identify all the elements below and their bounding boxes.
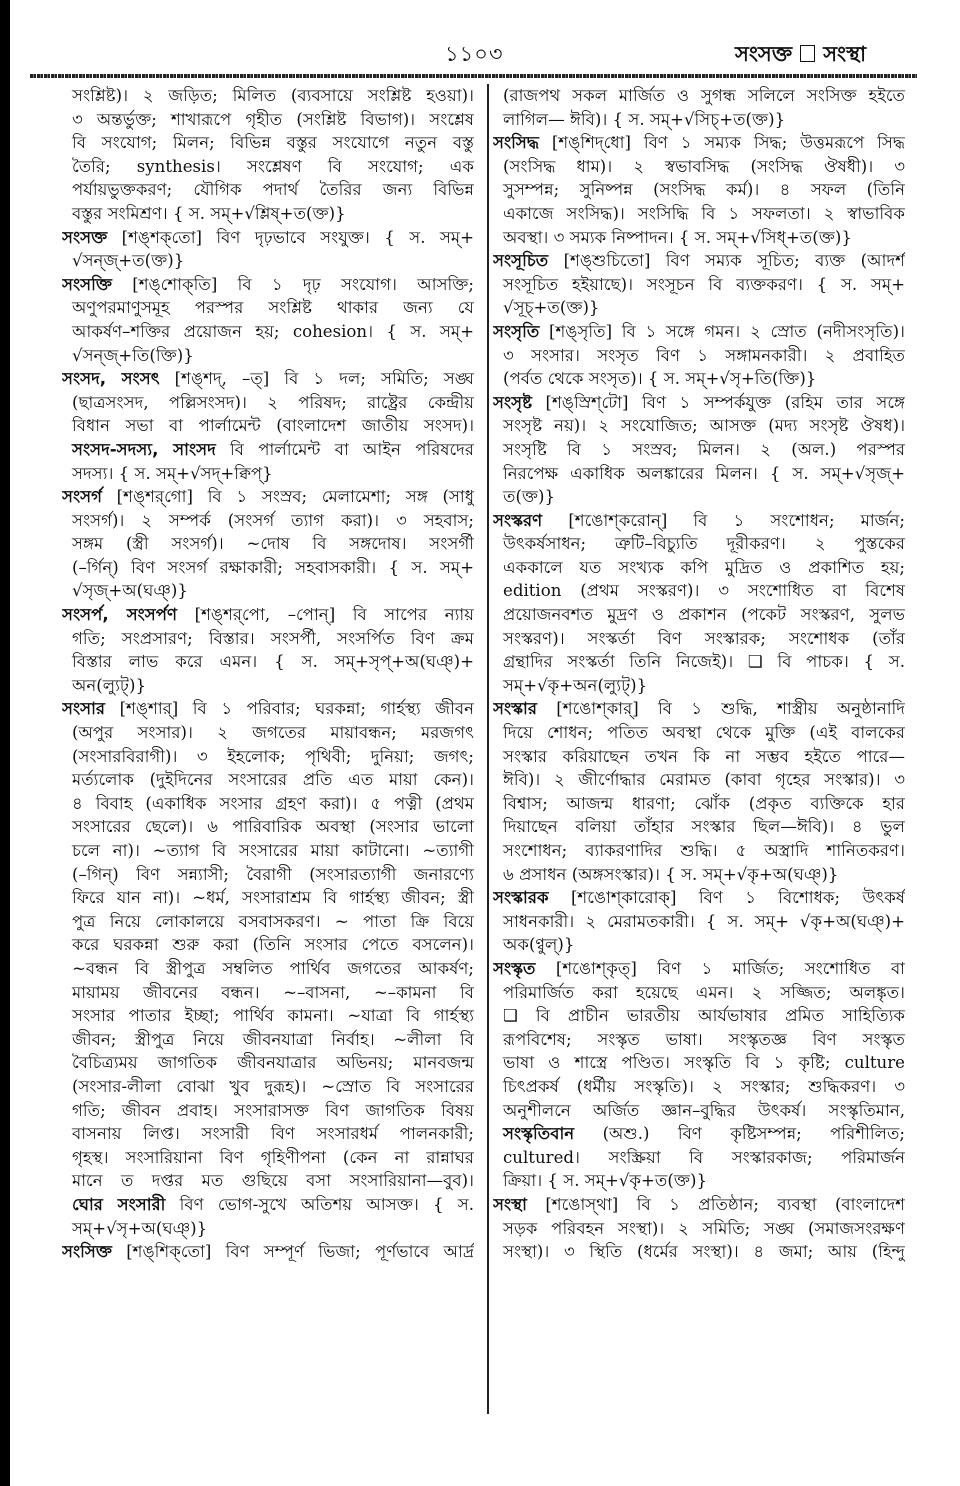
dictionary-text-line: করে ঘরকন্না শুরু করা (তিনি সংসার পেতে বসলেন)। bbox=[72, 935, 474, 955]
page-number: ১১০৩ bbox=[445, 42, 504, 66]
definition-text: [শঙোশ্‌কার্‌] বি ১ শুদ্ধি, শাস্ত্রীয় অনুষ্ঠানাদি bbox=[537, 699, 905, 719]
dictionary-text-line: √সন্‌জ্‌+ত(ক্ত)} bbox=[72, 251, 185, 271]
dictionary-text-line: √সন্‌জ্‌+তি(ক্তি)} bbox=[72, 345, 194, 365]
guide-word-first: সংসক্ত bbox=[735, 41, 793, 66]
dictionary-text-line: সংস্থা)। ৩ স্থিতি (ধর্মের সংস্থা)। ৪ জমা; আয় (হিন্দু bbox=[503, 1242, 905, 1262]
headword: ঘোর সংসারী bbox=[72, 1194, 166, 1214]
dictionary-text-line: সংশোধন; ব্যাকরণাদির শুদ্ধি। ৫ অস্ত্রাদি শানিতকরণ। bbox=[503, 841, 905, 860]
dictionary-text-line: (সংসারবিরাগী)। ৩ ইহলোক; পৃথিবী; দুনিয়া; জগৎ; bbox=[72, 746, 474, 766]
definition-text: [শঙ্‌শোক্‌তি] বি ১ দৃঢ় সংযোগ। আসক্তি; bbox=[111, 274, 474, 294]
dictionary-text-line: লাগিল— ঈবি)। { স. সম্‌+√সিচ্‌+ত(ক্ত)} bbox=[503, 109, 786, 129]
definition-text: বি পার্লামেন্ট বা আইন পরিষদের bbox=[215, 439, 474, 459]
headword: সংসদ, সংসৎ bbox=[62, 369, 160, 389]
dictionary-text-line: সংসর্গ)। ২ সম্পর্ক (সংসর্গ ত্যাগ করা)। ৩ সহবাস; bbox=[72, 510, 474, 530]
dictionary-text-line: (অপুর সংসার)। ২ জগতের মায়াবন্ধন; মরজগৎ bbox=[72, 723, 474, 743]
dictionary-text-line: বাসনায় লিপ্ত। সংসারী বিণ সংসারধর্ম পালনকারী; bbox=[72, 1124, 474, 1144]
dictionary-text-line: পুত্র নিয়ে লোকালয়ে বসবাসকরণ। ~ পাতা ক্রি বিয়ে bbox=[72, 911, 474, 931]
dictionary-text-line: সম্‌+√সৃ+অ(ঘঞ্‌)} bbox=[72, 1218, 208, 1238]
dictionary-text-line: রূপবিশেষ; সংস্কৃত ভাষা। সংস্কৃতজ্ঞ বিণ সংস্কৃত bbox=[503, 1029, 905, 1049]
definition-text: [শঙোশ্‌কারোক্‌] বিণ ১ বিশোধক; উৎকর্ষ bbox=[548, 888, 905, 908]
dictionary-entry-headline bbox=[62, 273, 474, 297]
guide-words bbox=[735, 38, 866, 73]
dictionary-text-line: ❏ বি প্রাচীন ভারতীয় আর্যভাষার প্রমিত সাহিত্যিক bbox=[503, 1006, 905, 1026]
dictionary-text-line: চলে না)। ~ত্যাগ বি সংসারের মায়া কাটানো। ~ত্যাগী bbox=[72, 841, 474, 860]
headword: সংসূচিত bbox=[493, 251, 549, 271]
headword: সংসক্তি bbox=[62, 274, 112, 294]
dictionary-text-line: অক(ণ্বুল্‌)} bbox=[503, 935, 575, 955]
dictionary-text-line: √সূচ্‌+ত(ক্ত)} bbox=[503, 298, 600, 318]
dictionary-text-line: পরিমার্জিত করা হয়েছে এমন। ২ সজ্জিত; অলঙ্কৃত। bbox=[503, 982, 905, 1002]
guide-separator-box-icon bbox=[800, 45, 815, 62]
dictionary-text-line: বি সংযোগ; মিলন; বিভিন্ন বস্তুর সংযোগে নতুন বস্তু bbox=[72, 133, 474, 153]
dictionary-text-line: (ছাত্রসংসদ, পল্লিসংসদ)। ২ পরিষদ; রাষ্ট্রের কেন্দ্রীয় bbox=[72, 392, 474, 412]
definition-text: বিণ ভোগ-সুখে অতিশয় আসক্ত। { স. bbox=[165, 1194, 474, 1214]
dictionary-entry-headline bbox=[62, 485, 474, 509]
definition-text: [শঙ্‌শিদ্‌ধো] বিণ ১ সম্যক সিদ্ধ; উত্তমরূপে সিদ্ধ bbox=[538, 133, 905, 153]
dictionary-entry-headline bbox=[493, 509, 905, 533]
dictionary-text-line: উৎকর্ষসাধন; ত্রুটি–বিচ্যুতি দূরীকরণ। ২ পুস্তকের bbox=[503, 534, 905, 554]
dictionary-text-line: বস্তুর সংমিশ্রণ। { স. সম্‌+√শ্লিষ্‌+ত(ক্ত)} bbox=[72, 203, 346, 223]
dictionary-text-line: ফিরে যান না)। ~ধর্ম, সংসারাশ্রম বি গার্হস্থ্য জীবন; স্ত্রী bbox=[72, 888, 474, 908]
headword: সংসৃতি bbox=[493, 321, 540, 341]
dictionary-text-line: প্রয়োজনবশত মুদ্রণ ও প্রকাশন (পকেট সংস্করণ, সুলভ bbox=[503, 605, 905, 625]
headword: সংসর্গ bbox=[62, 487, 102, 507]
headword: সংস্করণ bbox=[493, 510, 543, 530]
dictionary-text-line: ৪ বিবাহ (একাধিক সংসার গ্রহণ করা)। ৫ পত্নী (প্রথম bbox=[72, 793, 474, 813]
dictionary-text-line: বিশ্বাস; আজন্ম ধারণা; ঝোঁক (প্রকৃত ব্যক্তিকে হার bbox=[503, 793, 905, 813]
dictionary-text-line: সম্‌+√কৃ+অন(ল্যুট্‌)} bbox=[503, 675, 648, 695]
dictionary-text-line: ত(ক্ত)} bbox=[503, 487, 556, 507]
dictionary-text-line: জীবন; স্ত্রীপুত্র নিয়ে জীবনযাত্রা নির্বাহ। ~লীলা বি bbox=[72, 1029, 474, 1049]
dictionary-entry-headline bbox=[493, 697, 905, 721]
dictionary-text-line: পর্যায়ভুক্তকরণ; যৌগিক পদার্থ তৈরির জন্য বিভিন্ন bbox=[72, 180, 474, 200]
headword: সংসিদ্ধ bbox=[493, 133, 539, 153]
dictionary-text-line: গৃহস্থ। সংসারিয়ানা বিণ গৃহিণীপনা (কেন না রান্নাঘর bbox=[72, 1147, 474, 1167]
definition-text: [শঙ্‌শিক্‌তো] বিণ সম্পূর্ণ ভিজা; পূর্ণভাবে আর্দ্র bbox=[111, 1242, 474, 1262]
definition-text: [শঙোশ্‌কৃত্‌] বিণ ১ মার্জিত; সংশোধিত বা bbox=[535, 958, 905, 978]
dictionary-text-line: সংসূচিত হইয়াছে)। সংসূচন বি ব্যক্তকরণ। { স. সম্‌+ bbox=[503, 274, 905, 294]
headword: সংস্কৃতিবান bbox=[503, 1124, 575, 1144]
dictionary-text-line: মানে ত দপ্তর মত গুছিয়ে বসা সংসারিয়ানা—বুব)। bbox=[72, 1171, 474, 1191]
dictionary-entry-headline bbox=[493, 957, 905, 981]
dictionary-text-line: গ্রন্থাদির সংস্কর্তা তিনি নিজেই)। ❏ বি পাচক। { স. bbox=[503, 652, 905, 672]
headword: সংসদ-সদস্য, সাংসদ bbox=[72, 439, 216, 459]
headword: সংস্কারক bbox=[493, 888, 549, 908]
dictionary-text-line: সদস্য। { স. সম্‌+√সদ্‌+ক্বিপ্‌} bbox=[72, 463, 273, 483]
column-divider bbox=[487, 84, 489, 1414]
dictionary-text-line: (রাজপথ সকল মার্জিত ও সুগন্ধ সলিলে সংসিক্ত হইতে bbox=[503, 86, 905, 105]
dictionary-text-line: √সৃজ্‌+অ(ঘঞ্‌)} bbox=[72, 581, 188, 601]
dictionary-text-line: তৈরি; synthesis। সংশ্লেষণ বি সংযোগ; এক bbox=[72, 156, 474, 176]
definition-text: (অশু.) বিণ কৃষ্টিসম্পন্ন; পরিশীলিত; bbox=[574, 1124, 905, 1144]
dictionary-text-line: (সংসিদ্ধ ধাম)। ২ স্বভাবসিদ্ধ (সংসিদ্ধ ঔষধী)। ৩ bbox=[503, 156, 905, 176]
left-column bbox=[62, 84, 474, 1264]
dictionary-entry-headline bbox=[493, 391, 905, 415]
dictionary-text-line: সংসৃষ্ট নয়)। ২ সংযোজিত; আসক্ত (মদ্য সংসৃষ্ট ঔষধ)। bbox=[503, 416, 905, 436]
dictionary-text-line: ভাষা ও শাস্ত্রে পণ্ডিত। সংস্কৃতি বি ১ কৃষ্টি; culture bbox=[503, 1053, 905, 1073]
dictionary-text-line: এককালে যত সংখ্যক কপি মুদ্রিত ও প্রকাশিত হয়; bbox=[503, 557, 905, 577]
dictionary-entry-headline bbox=[62, 367, 474, 391]
dictionary-text-line: edition (প্রথম সংস্করণ)। ৩ সংশোধিত বা বিশেষ bbox=[503, 581, 905, 601]
dictionary-entry-headline bbox=[493, 249, 905, 273]
dictionary-text-line: সঙ্গম (স্ত্রী সংসর্গ)। ~দোষ বি সঙ্গদোষ। সংসর্গী bbox=[72, 534, 474, 554]
dictionary-text-line: একাজে সংসিদ্ধ)। সংসিদ্ধি বি ১ সফলতা। ২ স্বাভাবিক bbox=[503, 203, 905, 223]
dictionary-text-line: ~বন্ধন বি স্ত্রীপুত্র সম্বলিত পার্থিব জগতের আকর্ষণ; bbox=[72, 958, 474, 978]
dictionary-text-line: সংসার পাতার ইচ্ছা; পার্থিব কামনা। ~যাত্রা বি গার্হস্থ্য bbox=[72, 1006, 474, 1026]
dictionary-text-line: ক্রিয়া। { স. সম্‌+√কৃ+ত(ক্ত)} bbox=[503, 1171, 708, 1191]
dictionary-entry-headline bbox=[62, 603, 474, 627]
definition-text: [শঙ্‌শর্‌পো, –পোন্‌] বি সাপের ন্যায় bbox=[177, 605, 474, 625]
guide-word-last: সংস্থা bbox=[823, 41, 867, 66]
headword: সংস্থা bbox=[493, 1194, 527, 1214]
dictionary-text-line: বিস্তার লাভ করে এমন। { স. সম্‌+সৃপ্‌+অ(ঘঞ্‌)+ bbox=[72, 652, 474, 672]
headword: সংস্কার bbox=[493, 699, 537, 719]
dictionary-text-line: সংসৃষ্টি বি ১ সংস্রব; মিলন। ২ (অল.) পরস্পর bbox=[503, 439, 905, 459]
dictionary-text-line: চিৎপ্রকর্ষ (ধর্মীয় সংস্কৃতি)। ২ সংস্কার; শুদ্ধিকরণ। ৩ bbox=[503, 1076, 905, 1096]
dictionary-text-line: অণুপরমাণুসমূহ পরস্পর সংশ্লিষ্ট থাকার জন্য যে bbox=[72, 298, 474, 318]
dictionary-text-line: (–র্গিন্‌) বিণ সংসর্গ রক্ষাকারী; সহবাসকারী। { স. সম্‌+ bbox=[72, 557, 474, 577]
dictionary-text-line: দিয়াছেন বলিয়া তাঁহার সংস্কার ছিল—ঈবি)। ৪ ভুল bbox=[503, 817, 905, 837]
dictionary-text-line: (পর্বত থেকে সংসৃত)। { স. সম্‌+√সৃ+তি(ক্তি)} bbox=[503, 369, 817, 389]
dictionary-entry-headline bbox=[493, 886, 905, 910]
dictionary-text-line: সড়ক পরিবহন সংস্থা)। ২ সমিতি; সঙ্ঘ (সমাজসংরক্ষণ bbox=[503, 1218, 905, 1238]
dictionary-text-line: বিধান সভা বা পার্লামেন্ট (বাংলাদেশ জাতীয় সংসদ)। bbox=[72, 416, 474, 436]
dictionary-entry-headline bbox=[62, 697, 474, 721]
dictionary-entry-headline bbox=[62, 1193, 474, 1217]
dictionary-text-line: সংস্করণ)। সংস্কর্তা বিণ সংস্কারক; সংশোধক (তাঁর bbox=[503, 628, 905, 648]
headword: সংস্কৃত bbox=[493, 958, 536, 978]
dictionary-entry-headline bbox=[493, 131, 905, 155]
definition-text: [শঙ্‌স্রিশ্‌টো] বিণ ১ সম্পর্কযুক্ত (রহিম তার সঙ্গে bbox=[532, 392, 905, 412]
headword: সংসৃষ্ট bbox=[493, 392, 533, 412]
dictionary-text-line: দিয়ে শোধন; পতিত অবস্থা থেকে মুক্তি (এই বালকের bbox=[503, 723, 905, 743]
definition-text: [শঙোশ্‌করোন্‌] বি ১ সংশোধন; মার্জন; bbox=[542, 510, 905, 530]
page-header bbox=[0, 38, 960, 68]
dictionary-text-line: নিরপেক্ষ একাধিক অলঙ্কারের মিলন। { স. সম্‌+√সৃজ্‌+ bbox=[503, 463, 905, 483]
dictionary-text-line: মায়াময় জীবনের বন্ধন। ~–বাসনা, ~–কামনা বি bbox=[72, 982, 474, 1002]
dictionary-text-line: ৬ প্রসাধন (অঙ্গসংস্কার)। { স. সম্‌+√কৃ+অ(ঘঞ্‌)} bbox=[503, 864, 839, 884]
dictionary-entry-headline bbox=[493, 1193, 905, 1217]
definition-text: [শঙ্‌শদ্‌, –ত্‌] বি ১ দল; সমিতি; সঙ্ঘ bbox=[159, 369, 474, 389]
dictionary-text-line: অন(ল্যুট্‌)} bbox=[72, 675, 146, 695]
dictionary-text-line: অবস্থা। ৩ সম্যক নিষ্পাদন। { স. সম্‌+√সিধ্‌+ত(ক্ত)} bbox=[503, 227, 852, 247]
definition-text: [শঙ্‌শর্‌গো] বি ১ সংস্রব; মেলামেশা; সঙ্গ (সাধু bbox=[101, 487, 474, 507]
headword: সংসক্ত bbox=[62, 227, 108, 247]
dictionary-text-line: ঈবি)। ২ জীর্ণোদ্ধার মেরামত (কাবা গৃহের সংস্কার)। ৩ bbox=[503, 770, 905, 790]
dictionary-entry-headline bbox=[62, 438, 474, 462]
dictionary-text-line: গতি; জীবন প্রবাহ। সংসারাসক্ত বিণ জাগতিক বিষয় bbox=[72, 1100, 474, 1120]
definition-text: [শঙ্‌শার্‌] বি ১ পরিবার; ঘরকন্না; গার্হস্থ্য জীবন bbox=[105, 699, 474, 719]
headword: সংসার bbox=[62, 699, 106, 719]
dictionary-text-line: সুসম্পন্ন; সুনিষ্পন্ন (সংসিদ্ধ কর্ম)। ৪ সফল (তিনি bbox=[503, 180, 905, 200]
scan-edge-shadow bbox=[0, 0, 10, 1486]
dictionary-text-line: cultured। সংস্ক্রিয়া বি সংস্কারকাজ; পরিমার্জন bbox=[503, 1147, 905, 1167]
definition-text: [শঙোস্‌থা] বি ১ প্রতিষ্ঠান; ব্যবস্থা (বাংলাদেশ bbox=[526, 1194, 905, 1214]
dictionary-entry-headline bbox=[493, 320, 905, 344]
headword: সংসিক্ত bbox=[62, 1242, 112, 1262]
dictionary-text-line: সংসারের ছেলে)। ৬ পারিবারিক অবস্থা (সংসার ভালো bbox=[72, 817, 474, 837]
dictionary-entry-headline bbox=[62, 1240, 474, 1264]
headword: সংসর্প, সংসর্পণ bbox=[62, 605, 178, 625]
dictionary-text-line: মর্ত্যলোক (দুইদিনের সংসারের প্রতি এত মায়া কেন)। bbox=[72, 770, 474, 790]
dictionary-entry-headline bbox=[62, 226, 474, 250]
dictionary-entry-headline bbox=[493, 1122, 905, 1146]
definition-text: [শঙ্‌শক্‌তো] বিণ দৃঢ়ভাবে সংযুক্ত। { স. সম্‌+ bbox=[107, 227, 474, 247]
dictionary-text-line: আকর্ষণ–শক্তির প্রয়োজন হয়; cohesion। { স. সম্‌+ bbox=[72, 321, 474, 341]
dictionary-text-line: বৈচিত্র্যময় জাগতিক জীবনযাত্রার অভিনয়; মানবজন্ম bbox=[72, 1053, 474, 1073]
dictionary-text-line: ৩ অন্তর্ভুক্ত; শাখারূপে গৃহীত (সংশ্লিষ্ট বিভাগ)। সংশ্লেষ bbox=[72, 109, 474, 129]
dictionary-text-line: গতি; সংপ্রসারণ; বিস্তার। সংসর্পী, সংসর্পিত বিণ ক্রম bbox=[72, 628, 474, 648]
definition-text: [শঙ্‌শুচিতো] বিণ সম্যক সূচিত; ব্যক্ত (আদর্শ bbox=[548, 251, 905, 271]
dictionary-text-line: (সংসার-লীলা বোঝা খুব দুরূহ)। ~স্রোত বি সংসারের bbox=[72, 1076, 474, 1096]
dictionary-text-line: সংশ্লিষ্ট)। ২ জড়িত; মিলিত (ব্যবসায়ে সংশ্লিষ্ট হওয়া)। bbox=[72, 86, 474, 105]
right-column bbox=[493, 84, 905, 1264]
dictionary-text-line: সাধনকারী। ২ মেরামতকারী। { স. সম্‌+ √কৃ+অ(ঘঞ্‌)+ bbox=[503, 911, 905, 931]
definition-text: [শঙ্‌সৃতি] বি ১ সঙ্গে গমন। ২ স্রোত (নদীসংসৃতি)। bbox=[539, 321, 905, 341]
dictionary-text-line: অনুশীলনে অর্জিত জ্ঞান–বুদ্ধির উৎকর্ষ। সংস্কৃতিমান, bbox=[503, 1100, 905, 1120]
dictionary-text-line: সংস্কার করিয়াছেন তখন কি না সম্ভব হইতে পারে— bbox=[503, 746, 905, 766]
dictionary-text-line: ৩ সংসার। সংসৃত বিণ ১ সঙ্গামনকারী। ২ প্রবাহিত bbox=[503, 345, 905, 365]
dictionary-text-line: (–গিন্‌) বিণ সন্ন্যাসী; বৈরাগী (সংসারত্যাগী জনারণ্যে bbox=[72, 864, 474, 884]
header-rule bbox=[30, 74, 917, 78]
